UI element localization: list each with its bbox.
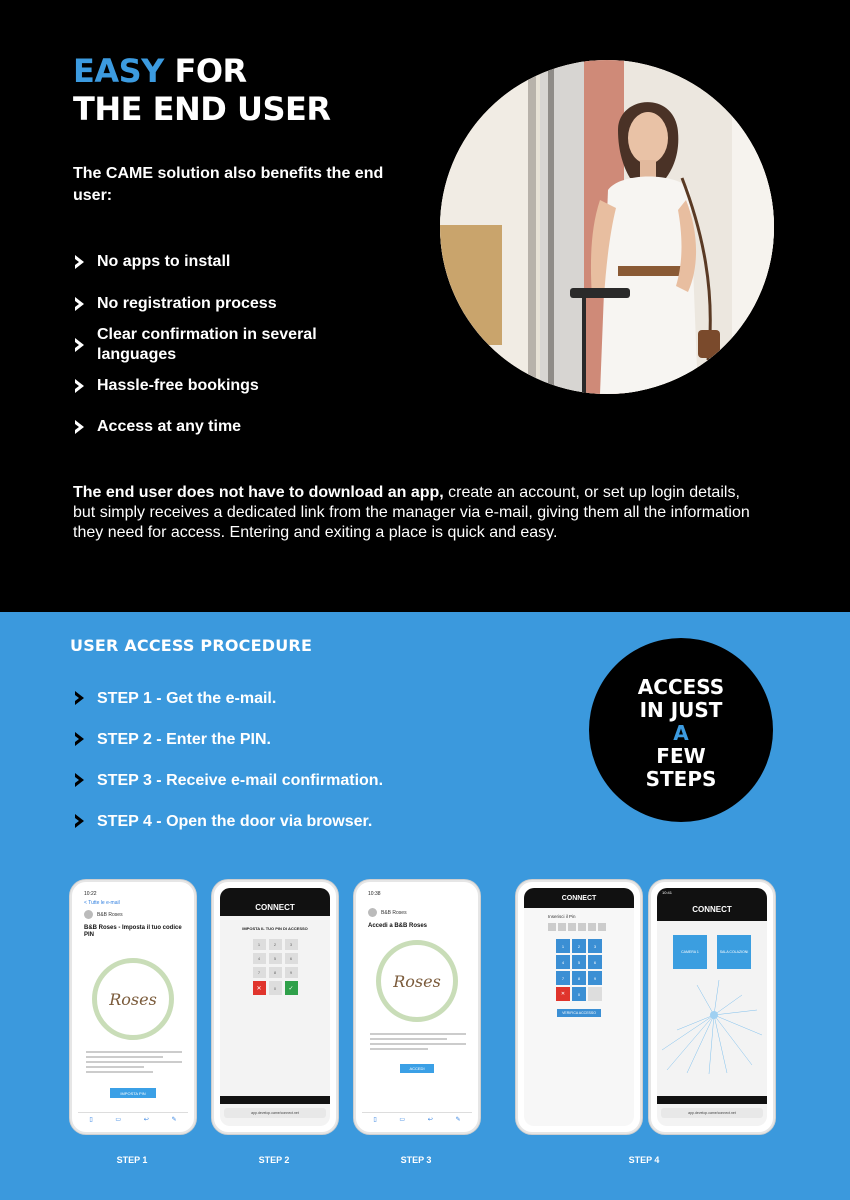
page-title — [73, 52, 330, 128]
badge-line: ACCESS — [637, 675, 725, 699]
phone-screen — [524, 888, 634, 1126]
benefit-item — [73, 325, 373, 365]
caption-step-1: STEP 1 — [116, 1155, 148, 1165]
avatar — [84, 910, 93, 919]
folder-icon[interactable]: ▭ — [115, 1117, 122, 1123]
badge-line: STEPS — [645, 767, 717, 791]
key-cancel[interactable]: ✕ — [253, 981, 266, 995]
door-button-breakfast-room[interactable]: SALA COLAZIONI — [717, 935, 751, 969]
chevron-right-icon — [73, 296, 87, 312]
key-2[interactable]: 2 — [572, 939, 586, 953]
chevron-right-icon — [73, 813, 87, 829]
key-4[interactable]: 4 — [556, 955, 570, 969]
key-0[interactable]: 0 — [572, 987, 586, 1001]
browser-url-bar[interactable]: app.develop.came/connect.net — [661, 1108, 763, 1118]
benefit-item — [73, 376, 393, 396]
key-8[interactable]: 8 — [269, 967, 282, 978]
connect-header — [220, 888, 330, 916]
roses-logo — [92, 958, 174, 1040]
chevron-right-icon — [73, 731, 87, 747]
key-2[interactable]: 2 — [269, 939, 282, 950]
browser-url-bar[interactable]: app.develop.came/connect.net — [224, 1108, 326, 1118]
key-1[interactable]: 1 — [556, 939, 570, 953]
pin-heading: IMPOSTA IL TUO PIN DI ACCESSO — [242, 926, 308, 931]
roses-logo — [376, 940, 458, 1022]
photo-illustration — [440, 60, 774, 394]
pin-keypad — [220, 939, 330, 995]
mail-body-lines — [370, 1030, 466, 1053]
pin-keypad — [524, 939, 634, 1001]
back-link: < Tutte le e-mail — [84, 900, 120, 906]
badge-line: A — [673, 721, 689, 745]
caption-step-4: STEP 4 — [628, 1155, 660, 1165]
logo-text: Roses — [393, 971, 441, 991]
mail-header — [362, 900, 472, 921]
avatar — [368, 908, 377, 917]
footer-bar — [657, 1096, 767, 1104]
status-time: 10:22 — [84, 891, 97, 897]
verify-access-button[interactable]: VERIFICA ACCESSO — [557, 1009, 601, 1017]
mail-sender: B&B Roses — [381, 909, 407, 916]
access-button[interactable]: ACCEDI — [400, 1064, 434, 1073]
key-8[interactable]: 8 — [572, 971, 586, 985]
phone-step-1 — [70, 880, 196, 1134]
woman-at-door-photo — [440, 60, 774, 394]
step-label: STEP 1 - Get the e-mail. — [97, 690, 277, 707]
caption-step-3: STEP 3 — [400, 1155, 432, 1165]
phone-screen — [220, 888, 330, 1126]
step-item — [73, 730, 271, 750]
chevron-right-icon — [73, 378, 87, 394]
connect-header — [524, 888, 634, 908]
benefit-item — [73, 417, 393, 437]
step-label: STEP 4 - Open the door via browser. — [97, 813, 373, 830]
mail-subject: Accedi a B&B Roses — [368, 923, 428, 929]
door-button-camera-1[interactable]: CAMERA 1 — [673, 935, 707, 969]
procedure-section — [0, 612, 850, 1200]
badge-line: IN JUST — [639, 698, 723, 722]
chevron-right-icon — [73, 254, 87, 270]
key-4[interactable]: 4 — [253, 953, 266, 964]
key-7[interactable]: 7 — [556, 971, 570, 985]
step-label: STEP 3 - Receive e-mail confirmation. — [97, 772, 384, 789]
trash-icon[interactable]: ▯ — [89, 1117, 93, 1123]
chevron-right-icon — [73, 690, 87, 706]
connect-logo: CONNECT — [561, 894, 597, 902]
footer-bar — [220, 1096, 330, 1104]
chevron-right-icon — [73, 337, 87, 353]
chevron-right-icon — [73, 772, 87, 788]
key-cancel[interactable]: ✕ — [556, 987, 570, 1001]
step-item — [73, 689, 276, 709]
description-bold: The end user does not have to download an app, — [73, 484, 444, 501]
connect-header — [657, 897, 767, 921]
compose-icon[interactable]: ✎ — [171, 1117, 177, 1123]
mail-body-lines — [86, 1048, 182, 1076]
benefit-label: No registration process — [97, 295, 277, 312]
title-line-2: THE END USER — [73, 90, 331, 128]
key-0[interactable]: 0 — [269, 981, 282, 995]
step-item — [73, 812, 372, 832]
pin-heading: Inserisci il Pin — [548, 914, 576, 919]
status-time: 10:41 — [657, 888, 767, 897]
mail-sender: B&B Roses — [97, 911, 123, 918]
folder-icon[interactable]: ▭ — [399, 1117, 406, 1123]
key-5[interactable]: 5 — [269, 953, 282, 964]
phone-step-3 — [354, 880, 480, 1134]
procedure-title: USER ACCESS PROCEDURE — [70, 636, 313, 655]
phone-screen — [78, 888, 188, 1126]
compose-icon[interactable]: ✎ — [455, 1117, 461, 1123]
mail-toolbar — [78, 1112, 188, 1126]
benefit-label: No apps to install — [97, 253, 231, 270]
key-empty — [588, 987, 602, 1001]
key-6[interactable]: 6 — [588, 955, 602, 969]
title-rest: FOR — [163, 52, 247, 90]
key-9[interactable]: 9 — [588, 971, 602, 985]
badge-line: FEW — [656, 744, 706, 768]
title-accent-word: EASY — [73, 52, 164, 90]
mail-subject: B&B Roses - Imposta il tuo codice PIN — [84, 925, 182, 938]
phone-step-4a — [516, 880, 642, 1134]
connect-logo: CONNECT — [692, 904, 732, 914]
key-3[interactable]: 3 — [588, 939, 602, 953]
logo-text: Roses — [109, 989, 157, 1009]
step-item — [73, 771, 383, 791]
step-label: STEP 2 - Enter the PIN. — [97, 731, 271, 748]
key-7[interactable]: 7 — [253, 967, 266, 978]
phone-screen — [657, 888, 767, 1126]
connect-logo: CONNECT — [255, 903, 295, 912]
chevron-right-icon — [73, 419, 87, 435]
mail-toolbar — [362, 1112, 472, 1126]
benefit-label: Clear confirmation in several languages — [97, 326, 317, 363]
description-rest: create an account, or set up login details, but simply receives a dedicated link from the manager via e-mail, giving them all the information they need for access. Entering and exiting a place is quick and easy. — [73, 484, 750, 541]
phone-step-4b — [649, 880, 775, 1134]
key-5[interactable]: 5 — [572, 955, 586, 969]
phone-step-2 — [212, 880, 338, 1134]
benefit-item — [73, 294, 393, 314]
pin-dots — [524, 921, 634, 933]
benefit-item — [73, 252, 393, 272]
intro-text: The CAME solution also benefits the end user: — [73, 165, 384, 204]
trash-icon[interactable]: ▯ — [373, 1117, 377, 1123]
caption-step-2: STEP 2 — [258, 1155, 290, 1165]
access-badge — [589, 638, 773, 822]
network-graphic — [657, 975, 767, 1075]
key-3[interactable]: 3 — [285, 939, 298, 950]
mail-header — [78, 906, 188, 923]
key-9[interactable]: 9 — [285, 967, 298, 978]
key-confirm[interactable]: ✓ — [285, 981, 298, 995]
reply-icon[interactable]: ↩ — [143, 1117, 149, 1123]
door-buttons — [657, 935, 767, 969]
description-paragraph — [73, 483, 753, 543]
key-6[interactable]: 6 — [285, 953, 298, 964]
benefit-label: Hassle-free bookings — [97, 377, 259, 394]
key-1[interactable]: 1 — [253, 939, 266, 950]
phone-screen — [362, 888, 472, 1126]
status-time: 10:38 — [368, 891, 381, 897]
set-pin-button[interactable]: IMPOSTA PIN — [110, 1088, 156, 1098]
benefit-label: Access at any time — [97, 418, 242, 435]
reply-icon[interactable]: ↩ — [427, 1117, 433, 1123]
